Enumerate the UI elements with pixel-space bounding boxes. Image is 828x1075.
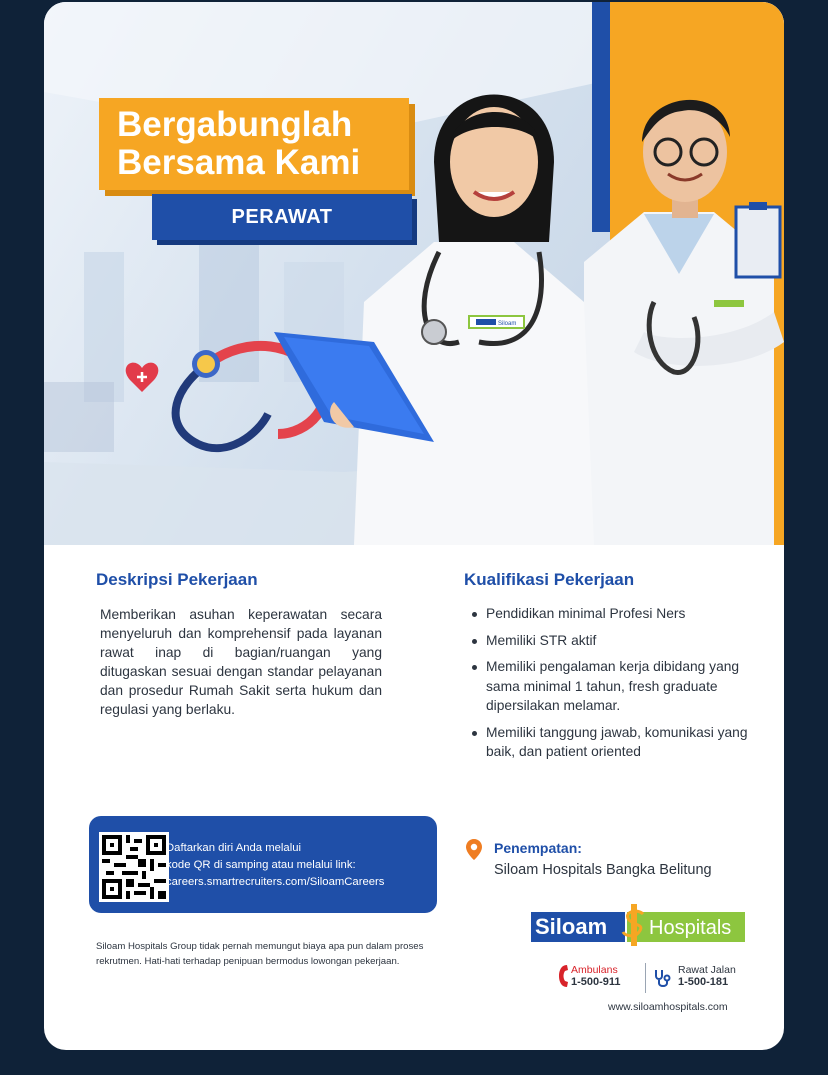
- headline-line1: Bergabunglah: [117, 105, 353, 144]
- heart-icon: [126, 363, 159, 392]
- qualification-item: Memiliki tanggung jawab, komunikasi yang baik, dan patient oriented: [466, 723, 756, 762]
- hero-banner: [44, 2, 784, 545]
- siloam-hospitals-logo: [531, 904, 745, 946]
- qualification-item: Memiliki STR aktif: [466, 631, 756, 651]
- job-description-title: Deskripsi Pekerjaan: [96, 570, 258, 589]
- male-doctor: [584, 100, 784, 545]
- qualification-item: Pendidikan minimal Profesi Ners: [466, 604, 756, 624]
- ambulance-contact: [571, 964, 621, 988]
- poster-card: [44, 2, 784, 1050]
- location-pin-icon: [464, 838, 484, 862]
- placement-label: Penempatan:: [494, 840, 582, 856]
- ambulance-label: Ambulans: [571, 964, 618, 976]
- qualifications-title: Kualifikasi Pekerjaan: [464, 570, 635, 589]
- phone-icon: [558, 964, 570, 988]
- registration-line2: kode QR di samping atau melalui link:: [166, 859, 356, 871]
- disclaimer-text: Siloam Hospitals Group tidak pernah memungut biaya apa pun dalam proses rekrutmen. Hati-hati terhadap penipuan bermodus lowongan pekerjaan.: [96, 941, 424, 967]
- logo-text-siloam: Siloam: [535, 914, 608, 939]
- headline-line2: Bersama Kami: [117, 143, 361, 182]
- registration-text: [166, 840, 436, 891]
- contact-divider: [645, 963, 646, 993]
- logo-emblem-icon: [621, 904, 647, 946]
- website-link[interactable]: www.siloamhospitals.com: [608, 1001, 728, 1013]
- stethoscope-small-icon: [653, 968, 675, 990]
- registration-line1: Daftarkan diri Anda melalui: [166, 842, 302, 854]
- outpatient-label: Rawat Jalan: [678, 964, 736, 976]
- registration-link[interactable]: careers.smartrecruiters.com/SiloamCareers: [166, 876, 385, 888]
- job-description-text: Memberikan asuhan keperawatan secara menyeluruh dan komprehensif pada layanan rawat inap di bagian/ruangan yang ditugaskan sesuai dengan standar pelayanan dan prosedur Rumah Sakit serta hukum dan regulasi yang berlaku.: [100, 607, 382, 717]
- outpatient-number[interactable]: 1-500-181: [678, 976, 729, 988]
- qualification-item: Memiliki pengalaman kerja dibidang yang sama minimal 1 tahun, fresh graduate dipersilakan melamar.: [466, 657, 756, 716]
- qualifications-list: [466, 604, 756, 769]
- placement-value: Siloam Hospitals Bangka Belitung: [494, 862, 712, 878]
- role-title: PERAWAT: [231, 206, 333, 228]
- uniform-badge-text: Siloam: [498, 321, 517, 327]
- medical-staff-illustration: [44, 2, 784, 545]
- female-nurse: [274, 95, 594, 546]
- logo-text-hospitals: Hospitals: [649, 917, 732, 939]
- qr-code[interactable]: [99, 832, 169, 902]
- ambulance-number[interactable]: 1-500-911: [571, 976, 621, 988]
- outpatient-contact: [678, 964, 736, 988]
